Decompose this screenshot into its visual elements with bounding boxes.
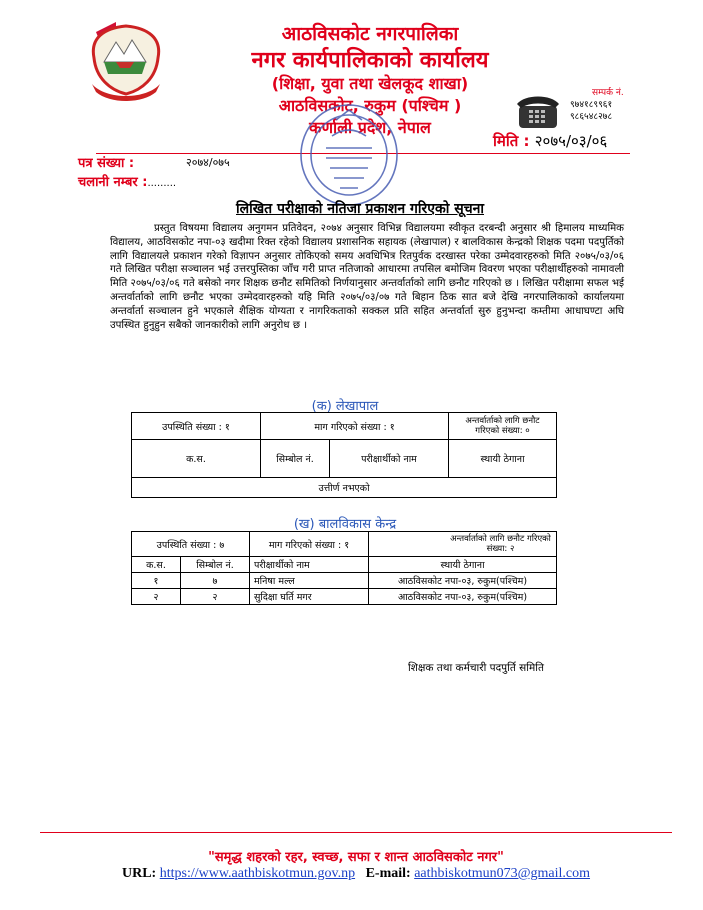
- notice-body: प्रस्तुत विषयमा विद्यालय अनुगमन प्रतिवेदन, २०७४ अनुसार विभिन्न विद्यालयमा स्वीकृत दरबन्दी अनुसार श्री हिमालय माध्यमिक विद्यालय, आठविसकोट नपा-०३ खदीमा रिक्त रहेको विद्यालय प्रशासनिक सहायक (लेखापाल) र बालविकास केन्द्रको शिक्षक पदमा पदपुर्तिको लागि विद्यालयले प्रकाशन गरेको विज्ञापन अनुसार तोकिएको समय अवधिभित्र रितपुर्वक दरखास्त परेका उम्मेदवारहरुको मिति २०७५/०३/०६ गते लिखित परीक्षा सञ्चालन भई उत्तरपुस्तिका जाँच गरी प्राप्त नतिजाको आधारमा तपसिल बमोजिम विवरण भएका परीक्षार्थीहरुको नामावली मिति २०७५/०३/०६ गते बसेको नगर शिक्षक छनौट समितिको निर्णयानुसार अन्तर्वार्ताको लागि छनौट गरिएको छ । लिखित परीक्षामा सफल भई अन्तर्वार्ताको लागि छनौट भएका उम्मेदवारहरुको यहि मिति २०७५/०३/०७ गते बिहान ठिक सात बजे देखि नगरपालिकाको कार्यालयमा अन्तर्वार्ता सञ्चालन हुने भएकाले शैक्षिक योग्यता र नागरिकताको सक्कल प्रति सहित अन्तर्वार्ता सुरु हुनुभन्दा कम्तीमा आधाघण्टा अघि उपस्थित हुनुहुन सबैको जानकारीको लागि अनुरोध छ ।: [110, 223, 624, 331]
- contact-block: [570, 87, 624, 123]
- municipality-name: आठविसकोट नगरपालिका: [281, 23, 459, 45]
- demand-count: माग गरिएको संख्या : १: [250, 532, 369, 557]
- section-b-heading: (ख) बालविकास केन्द्र: [293, 517, 397, 532]
- telephone-icon: [515, 92, 561, 132]
- section-name: (शिक्षा, युवा तथा खेलकूद शाखा): [271, 74, 469, 93]
- attendance-count: उपस्थिति संख्या : ७: [132, 532, 250, 557]
- contact-label: सम्पर्क नं.: [592, 88, 624, 98]
- shortlist-count: अन्तर्वार्ताको लागि छनौट गरिएको संख्या: ०: [449, 413, 557, 440]
- cell-symbol: ७: [181, 573, 250, 589]
- shortlist-count: अन्तर्वार्ताको लागि छनौट गरिएको संख्या: २: [369, 532, 557, 557]
- footer-slogan: "समृद्ध शहरको रहर, स्वच्छ, सफा र शान्त आठविसकोट नगर": [208, 850, 504, 865]
- date-value: २०७५/०३/०६: [534, 132, 608, 150]
- letter-number-value: २०७४/०७५: [186, 156, 230, 169]
- col-symbol: सिम्बोल नं.: [261, 440, 330, 478]
- footer-divider: [40, 832, 672, 833]
- website-link[interactable]: https://www.aathbiskotmun.gov.np: [159, 866, 356, 881]
- signature-committee: शिक्षक तथा कर्मचारी पदपुर्ति समिति: [408, 662, 544, 674]
- cell-address: आठविसकोट नपा-०३, रुकुम(पश्चिम): [369, 573, 557, 589]
- letter-number-label: पत्र संख्या :: [78, 156, 135, 171]
- result-text: उत्तीर्ण नभएको: [132, 478, 557, 498]
- col-serial: क.स.: [132, 440, 261, 478]
- dispatch-number-line: [78, 172, 176, 190]
- demand-count: माग गरिएको संख्या : १: [261, 413, 449, 440]
- cell-serial: १: [132, 573, 181, 589]
- col-symbol: सिम्बोल नं.: [181, 557, 250, 573]
- contact-phone-2: ९८६५४८२७८: [570, 112, 613, 122]
- cell-name: सुदिक्षा घर्ति मगर: [250, 589, 369, 605]
- url-label: URL: [121, 866, 152, 881]
- col-name: परीक्षार्थीको नाम: [330, 440, 449, 478]
- cell-name: मनिषा मल्ल: [250, 573, 369, 589]
- cell-address: आठविसकोट नपा-०३, रुकुम(पश्चिम): [369, 589, 557, 605]
- table-row: [132, 573, 557, 589]
- dispatch-number-label: चलानी नम्बर :: [78, 175, 148, 190]
- date-label: मिति :: [493, 132, 530, 150]
- office-name: नगर कार्यपालिकाको कार्यालय: [251, 48, 489, 73]
- cell-serial: २: [132, 589, 181, 605]
- cell-symbol: २: [181, 589, 250, 605]
- notice-title: लिखित परीक्षाको नतिजा प्रकाशन गरिएको सूचना: [235, 201, 485, 217]
- province-line: कर्णाली प्रदेश, नेपाल: [309, 118, 431, 137]
- table-row: [132, 589, 557, 605]
- nepal-emblem-icon: [86, 18, 166, 106]
- col-address: स्थायी ठेगाना: [369, 557, 557, 573]
- email-link[interactable]: aathbiskotmun073@gmail.com: [414, 866, 591, 881]
- col-serial: क.स.: [132, 557, 181, 573]
- footer-contact: URL: https://www.aathbiskotmun.gov.np E-mail: aathbiskotmun073@gmail.com: [121, 866, 591, 881]
- dispatch-number-value: .........: [147, 178, 177, 189]
- col-address: स्थायी ठेगाना: [449, 440, 557, 478]
- contact-phone-1: ९७४१८९९६१: [570, 100, 613, 110]
- section-a-table: [131, 412, 557, 498]
- attendance-count: उपस्थिति संख्या : १: [132, 413, 261, 440]
- section-a-heading: (क) लेखापाल: [311, 399, 379, 414]
- section-b-table: [131, 531, 557, 605]
- email-label: E-mail: [365, 866, 407, 881]
- address-line: आठविसकोट, रुकुम (पश्चिम ): [278, 96, 462, 115]
- date-line: [493, 131, 607, 151]
- office-seal-stamp: [296, 100, 402, 210]
- col-name: परीक्षार्थीको नाम: [250, 557, 369, 573]
